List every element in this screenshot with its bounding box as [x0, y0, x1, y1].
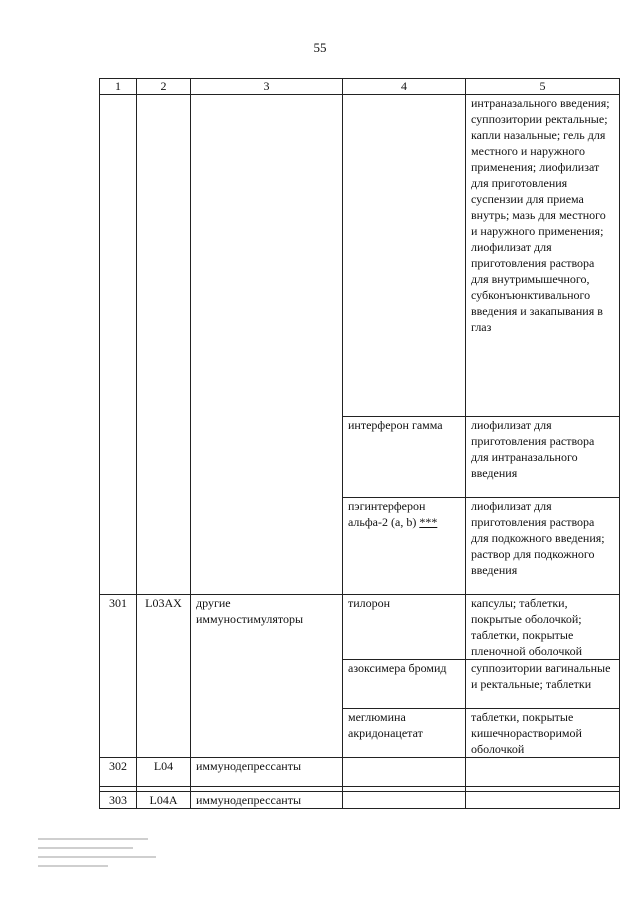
dosage-forms-cell: интраназального введения; суппозитории ректальные; капли назальные; гель для местного и наружного применения; лиофилизат для приготовления суспензии для приема внутрь; мазь для местного и наружного применения; лиофилизат для приготовления раствора для внутримышечного, субконъюнктивального введения и закапывания в глаз — [466, 95, 620, 417]
drug-name-cell: интерферон гамма — [343, 417, 466, 498]
drug-name-cell — [343, 792, 466, 809]
header-row — [100, 79, 620, 95]
medications-table — [99, 78, 620, 809]
atc-code-cell: L03AX — [137, 595, 191, 758]
drug-name-cell — [343, 498, 466, 595]
dosage-forms-cell: лиофилизат для приготовления раствора для интраназального введения — [466, 417, 620, 498]
drug-name-cell: тилорон — [343, 595, 466, 660]
atc-code-cell: L04 — [137, 758, 191, 787]
drug-name-cell: меглюмина акридонацетат — [343, 709, 466, 758]
dosage-forms-cell: лиофилизат для приготовления раствора для подкожного введения; раствор для подкожного введения — [466, 498, 620, 595]
row-number-cell: 303 — [100, 792, 137, 809]
cont-group-cell — [191, 95, 343, 595]
dosage-forms-cell: таблетки, покрытые кишечнорастворимой оболочкой — [466, 709, 620, 758]
dosage-forms-cell — [466, 758, 620, 787]
header-col-3: 3 — [191, 79, 343, 95]
drug-name-text: пэгинтерферон альфа-2 (a, b) — [348, 499, 426, 529]
row-number-cell: 302 — [100, 758, 137, 787]
page-number: 55 — [313, 40, 327, 55]
atc-code-cell: L04A — [137, 792, 191, 809]
cont-code-cell — [137, 95, 191, 595]
dosage-forms-cell: суппозитории вагинальные и ректальные; таблетки — [466, 660, 620, 709]
cont-num-cell — [100, 95, 137, 595]
drug-name-cell: азоксимера бромид — [343, 660, 466, 709]
scan-artifact — [38, 838, 158, 886]
table-row — [100, 792, 620, 809]
header-col-4: 4 — [343, 79, 466, 95]
table-row — [100, 95, 620, 417]
footnote-mark: *** — [419, 515, 438, 529]
row-number-cell: 301 — [100, 595, 137, 758]
group-name-cell: иммунодепрессанты — [191, 758, 343, 787]
dosage-forms-cell: капсулы; таблетки, покрытые оболочкой; таблетки, покрытые пленочной оболочкой — [466, 595, 620, 660]
header-col-5: 5 — [466, 79, 620, 95]
table-row — [100, 758, 620, 787]
header-col-1: 1 — [100, 79, 137, 95]
group-name-cell: другие иммуностимуляторы — [191, 595, 343, 758]
header-col-2: 2 — [137, 79, 191, 95]
drug-name-cell — [343, 758, 466, 787]
dosage-forms-cell — [466, 792, 620, 809]
group-name-cell: иммунодепрессанты — [191, 792, 343, 809]
cont-drug-cell — [343, 95, 466, 417]
table-row — [100, 595, 620, 660]
